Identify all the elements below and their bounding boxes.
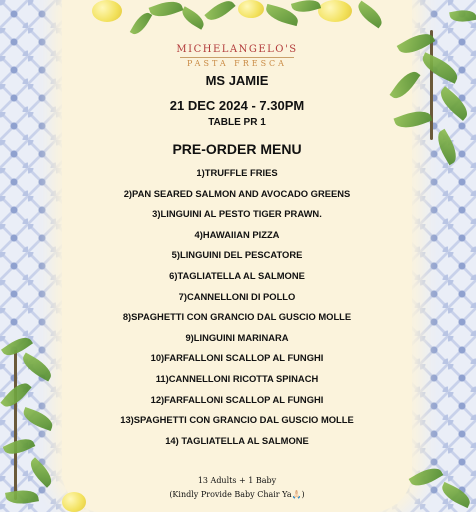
branch-decoration [430,30,433,140]
restaurant-logo-subtitle: PASTA FRESCA [187,59,287,68]
menu-item: 12)FARFALLONI SCALLOP AL FUNGHI [150,393,324,405]
menu-item: 13)SPAGHETTI CON GRANCIO DAL GUSCIO MOLLE [120,414,354,426]
logo-divider [180,57,294,58]
guest-count: 13 Adults + 1 Baby [197,476,277,485]
guest-name: MS JAMIE [205,73,269,88]
menu-item: 8)SPAGHETTI CON GRANCIO DAL GUSCIO MOLLE [122,311,352,323]
menu-item: 11)CANNELLONI RICOTTA SPINACH [155,372,319,384]
menu-item: 6)TAGLIATELLA AL SALMONE [169,269,305,281]
reservation-datetime: 21 DEC 2024 - 7.30PM [169,98,305,113]
menu-item: 4)HAWAIIAN PIZZA [194,228,280,240]
baby-chair-note: (Kindly Provide Baby Chair Ya🙏🏻) [169,490,305,499]
restaurant-logo-name: MICHELANGELO'S [176,44,298,55]
menu-item: 2)PAN SEARED SALMON AND AVOCADO GREENS [123,187,351,199]
menu-title: PRE-ORDER MENU [172,141,302,157]
menu-content [62,0,412,512]
table-number: TABLE PR 1 [208,117,266,128]
menu-item: 5)LINGUINI DEL PESCATORE [171,249,303,261]
menu-item: 14) TAGLIATELLA AL SALMONE [165,434,309,446]
menu-item: 7)CANNELLONI DI POLLO [178,290,296,302]
branch-decoration [14,350,17,500]
menu-item: 1)TRUFFLE FRIES [196,167,278,178]
menu-item-list [62,167,412,455]
menu-item: 3)LINGUINI AL PESTO TIGER PRAWN. [152,208,322,220]
menu-item: 10)FARFALLONI SCALLOP AL FUNGHI [150,352,324,364]
menu-item: 9)LINGUINI MARINARA [185,331,289,343]
